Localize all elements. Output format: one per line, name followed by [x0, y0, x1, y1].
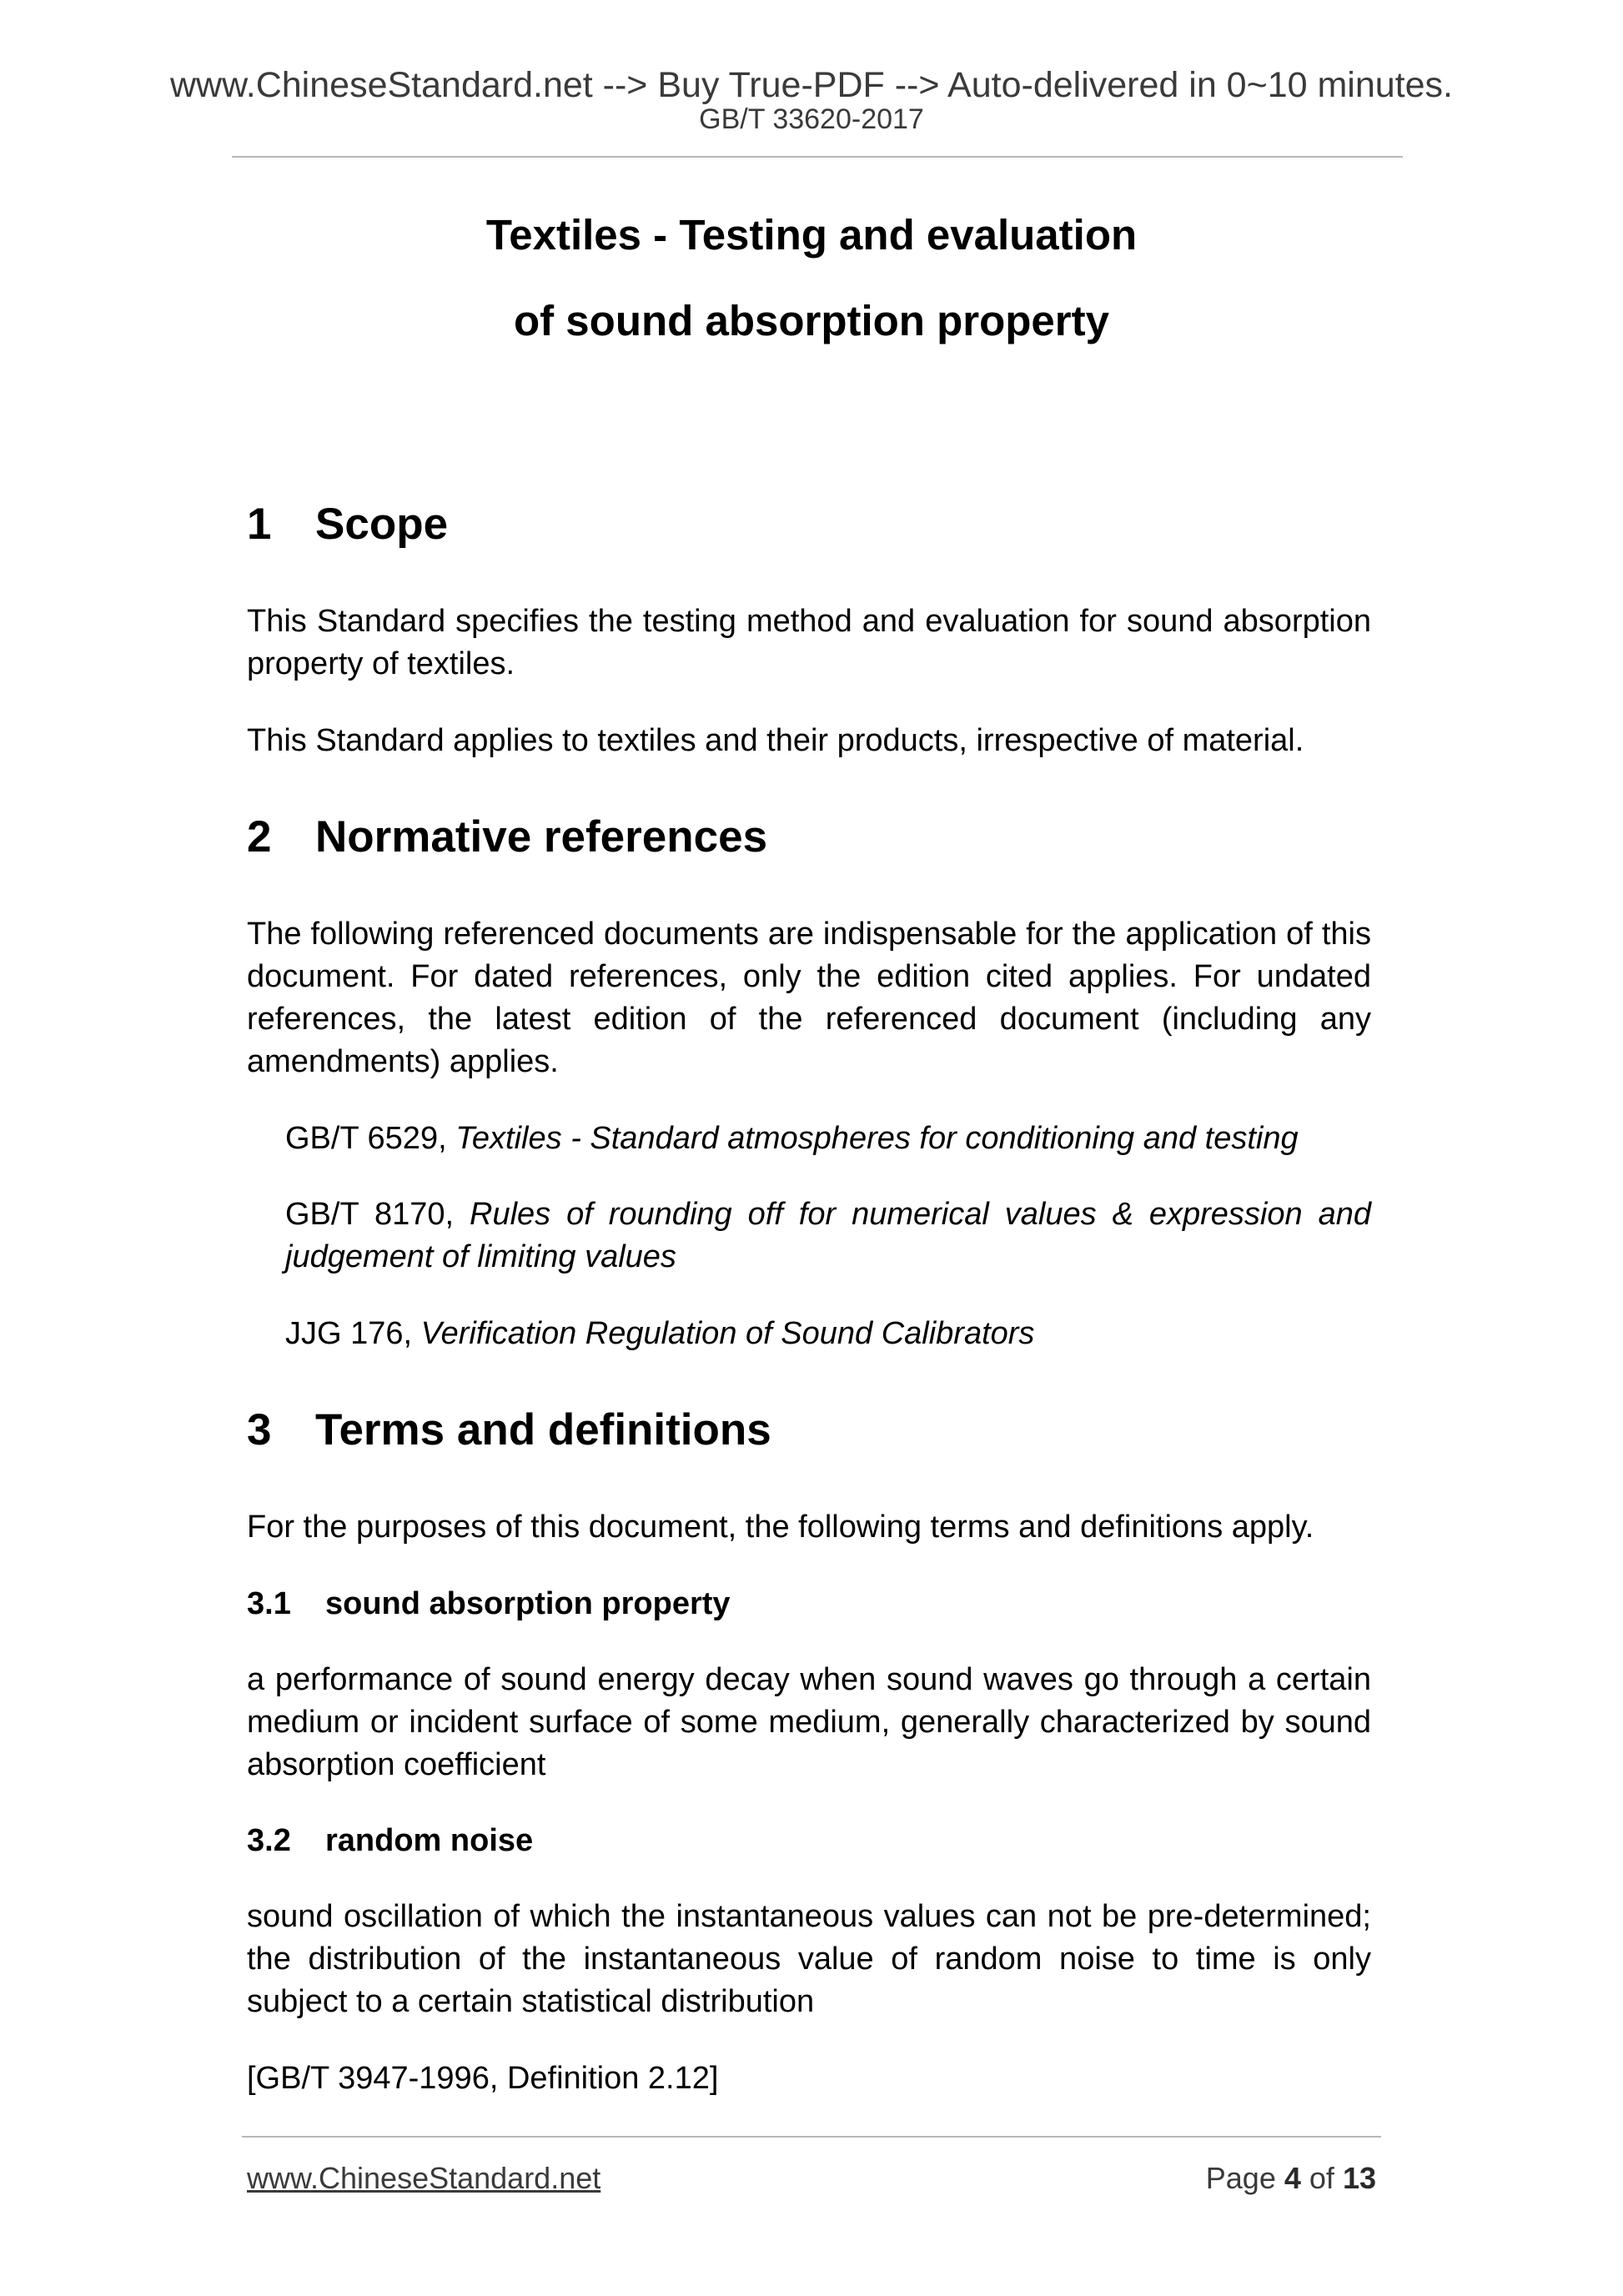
reference-title: Textiles - Standard atmospheres for conditioning and testing	[455, 1121, 1299, 1156]
term-3-2-source: [GB/T 3947-1996, Definition 2.12]	[247, 2061, 719, 2096]
footer-website-link[interactable]: www.ChineseStandard.net	[247, 2161, 601, 2195]
reference-code: GB/T 6529,	[285, 1121, 447, 1156]
scope-paragraph-2: This Standard applies to textiles and their products, irrespective of material.	[247, 723, 1304, 758]
section-number: 2	[247, 812, 272, 862]
page-indicator	[1206, 2161, 1376, 2196]
reference-item	[285, 1193, 1371, 1279]
section-number: 1	[247, 500, 272, 549]
footer-divider	[242, 2136, 1381, 2138]
term-name: random noise	[325, 1823, 534, 1858]
term-number: 3.1	[247, 1586, 291, 1621]
term-3-1-heading	[247, 1584, 1371, 1624]
section-title: Terms and definitions	[315, 1405, 771, 1454]
scope-paragraph-1: This Standard specifies the testing method and evaluation for sound absorption property of textiles.	[247, 604, 1371, 681]
header-banner: www.ChineseStandard.net --> Buy True-PDF --> Auto-delivered in 0~10 minutes.	[169, 65, 1453, 105]
section-3-heading	[247, 1404, 1371, 1457]
section-title: Normative references	[315, 812, 768, 862]
reference-title: Rules of rounding off for numerical values & expression and judgement of limiting values	[285, 1197, 1371, 1274]
reference-code: GB/T 8170,	[285, 1197, 455, 1232]
term-number: 3.2	[247, 1823, 291, 1858]
term-3-2-heading	[247, 1821, 1371, 1861]
document-title-line-1: Textiles - Testing and evaluation	[485, 211, 1138, 259]
section-2-heading	[247, 811, 1371, 864]
section-title: Scope	[315, 500, 449, 549]
term-name: sound absorption property	[325, 1586, 731, 1621]
document-code: GB/T 33620-2017	[699, 103, 924, 135]
page-label: Page	[1205, 2161, 1276, 2195]
reference-code: JJG 176,	[285, 1316, 413, 1351]
reference-title: Verification Regulation of Sound Calibrators	[420, 1316, 1035, 1351]
document-title-line-2: of sound absorption property	[514, 297, 1109, 344]
page-of-label: of	[1309, 2161, 1334, 2195]
normative-references-paragraph: The following referenced documents are indispensable for the application of this document. For dated references, only the edition cited applies. For undated references, the latest edition of the referenced document (including any amendments) applies.	[247, 917, 1371, 1079]
term-3-1-definition: a performance of sound energy decay when sound waves go through a certain medium or incident surface of some medium, generally characterized by sound absorption coefficient	[247, 1662, 1371, 1782]
page-current: 4	[1284, 2161, 1301, 2195]
reference-item	[285, 1118, 1371, 1160]
terms-intro-paragraph: For the purposes of this document, the following terms and definitions apply.	[247, 1510, 1314, 1545]
section-number: 3	[247, 1405, 272, 1454]
header-divider	[232, 156, 1403, 158]
reference-item	[285, 1313, 1371, 1355]
term-3-2-definition: sound oscillation of which the instantaneous values can not be pre-determined; the distribution of the instantaneous value of random noise to time is only subject to a certain statistical distribution	[247, 1899, 1371, 2019]
page-total: 13	[1342, 2161, 1376, 2195]
section-1-heading	[247, 498, 1371, 551]
